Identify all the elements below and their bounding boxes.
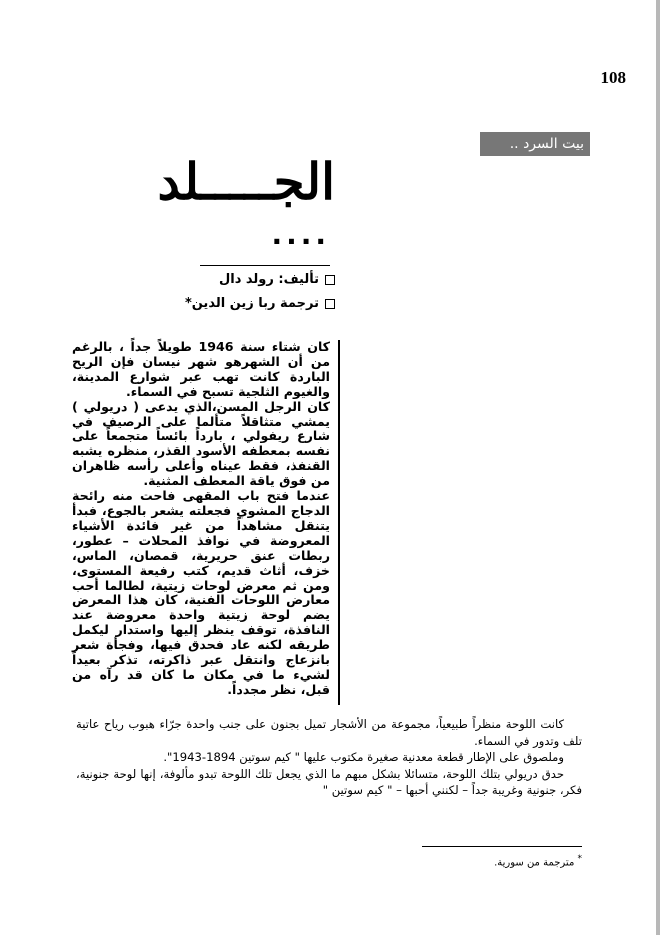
title-rule [200, 265, 330, 266]
translator-credit [120, 294, 335, 314]
author-line: تأليف: رولد دال [218, 272, 319, 287]
title-dots: .... [271, 218, 330, 251]
story-title: الجـــــلد [157, 152, 335, 211]
footnote-rule [422, 846, 582, 847]
body-lower [76, 716, 582, 799]
footnote-text: مترجمة من سورية. [494, 857, 575, 869]
column-paragraph: كان شتاء سنة 1946 طويلاً جداً ، بالرغم من أن الشهرهو شهر نيسان فإن الريح الباردة كانت تهب عبر شوارع المدينة، والغيوم الثلجية تسبح في السماء. [72, 339, 331, 399]
column-paragraph: عندما فتح باب المقهى فاحت منه رائحة الدجاج المشوي فجعلته يشعر بالجوع، فبدأ يتنقل مشاهداً من غير فائدة الأشياء المعروضة في نوافذ المحلات – عطور، ربطات عنق حريرية، قمصان، الماس، خزف، أثاث قديم، كتب رفيعة المستوى، ومن ثم معرض لوحات زيتية، لطالما أحب معارض اللوحات الفنية، كان هذا المعرض يضم لوحة زيتية واحدة معروضة عند النافذة، توقف ينظر إليها واستدار ليكمل طريقه لكنه عاد فحدق فيها، وفجأة شعر بانزعاج وانتقل عبر ذاكرته، تذكر بعيداً لشيء ما في مكان ما كان قد رآه من قبل، نظر مجدداً. [72, 488, 330, 697]
lower-paragraph: كانت اللوحة منظراً طبيعياً، مجموعة من الأشجار تميل بجنون على جنب واحدة جرّاء هبوب رياح عاتية تلف وتدور في السماء. [76, 717, 582, 748]
checkbox-bullet-icon [325, 275, 335, 285]
lower-paragraph: وملصوق على الإطار قطعة معدنية صغيرة مكتوب عليها " كيم سوتين 1894-1943". [163, 750, 564, 764]
page-edge [656, 0, 660, 935]
author-credit [120, 270, 335, 290]
column-paragraph: كان الرجل المسن،الذي يدعى ( دريولي ) يمشي متثاقلاً متألما على الرصيف في شارع ريفولي ، بارداً بائساً متجمعاً على نفسه بمعطفه الأسود القذر، منظره يشبه القنفذ، فقط عيناه وأعلى رأسه ظاهران من فوق ياقة المعطف المثنية. [72, 398, 330, 489]
page-number: 108 [600, 68, 626, 87]
translator-line: ترجمة ربا زين الدين* [184, 296, 319, 311]
footnote-marker: * [577, 854, 582, 864]
column-rule [338, 340, 340, 705]
lower-paragraph: حدق دريولي بتلك اللوحة، متسائلا بشكل مبهم ما الذي يجعل تلك اللوحة تبدو مألوفة، إنها لوحة جنونية، فكر، جنونية وغريبة جداً – لكنني أحبها – " كيم سوتين " [76, 766, 582, 797]
body-column [72, 340, 330, 698]
checkbox-bullet-icon [325, 299, 335, 309]
series-label: بيت السرد .. [480, 132, 590, 156]
footnote [400, 852, 582, 870]
